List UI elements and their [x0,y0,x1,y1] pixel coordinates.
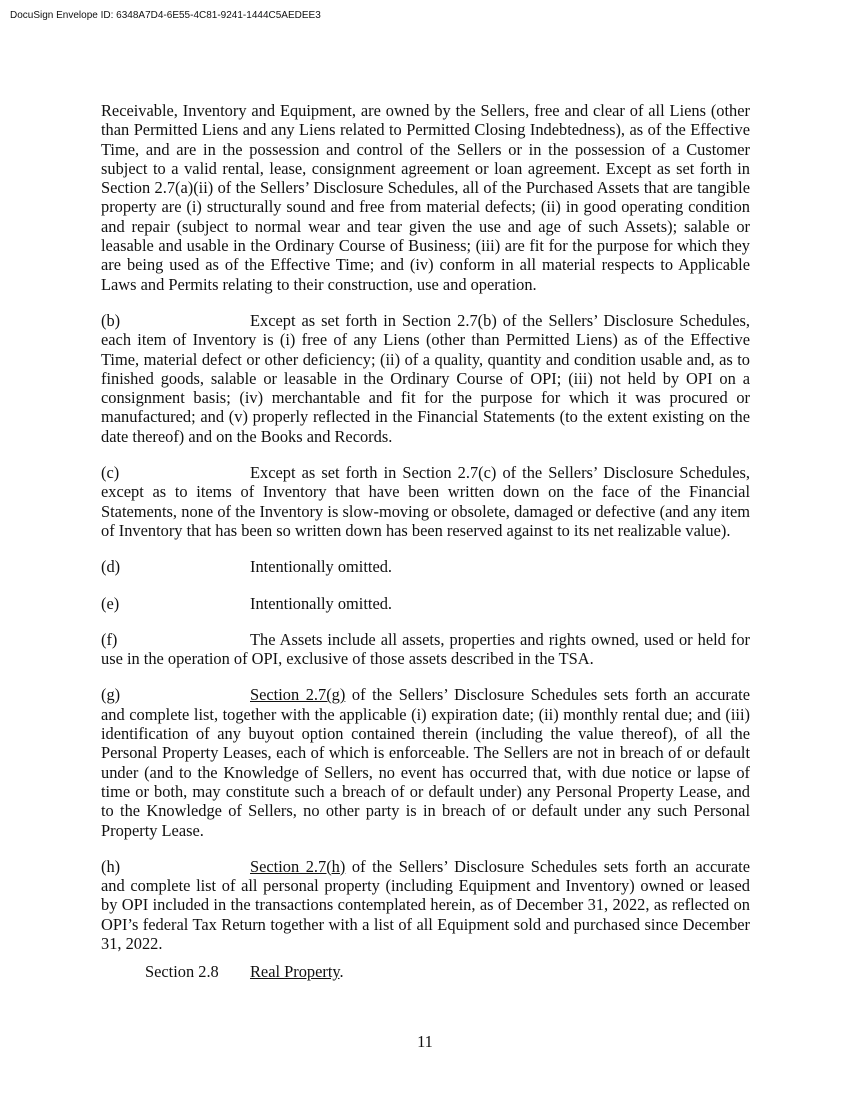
clause-g-section-ref: Section 2.7(g) [250,685,346,705]
page-number: 11 [417,1032,433,1051]
section-title-period: . [339,962,344,981]
envelope-id: DocuSign Envelope ID: 6348A7D4-6E55-4C81-9241-1444C5AEDEE3 [10,10,321,21]
clause-f [101,630,750,669]
clause-d-label: (d) [101,557,121,577]
clause-c-label: (c) [101,463,120,483]
clause-h [101,857,750,953]
clause-b-label: (b) [101,310,121,330]
clause-e-label: (e) [101,593,120,613]
clause-e-text: Intentionally omitted. [250,593,393,613]
clause-e [101,594,750,613]
intro-paragraph: Receivable, Inventory and Equipment, are owned by the Sellers, free and clear of all Liens (other than Permitted Liens and any Liens related to Permitted Closing Indebtedness), as of the Effective Time, and are in the possession and control of the Sellers or in the possession of a Customer subject to a valid rental, lease, consignment agreement or loan agreement. Except as set forth in Section 2.7(a)(ii) of the Sellers’ Disclosure Schedules, all of the Purchased Assets that are tangible property are (i) structurally sound and free from material defects; (ii) in good operating condition and repair (subject to normal wear and tear given the use and age of such Assets); salable or leasable and usable in the Ordinary Course of Business; (iii) are fit for the purpose for which they are being used as of the Effective Time; and (iv) conform in all material respects to Applicable Laws and Permits relating to their construction, use and operation. [101,101,750,294]
clause-b-text: Except as set forth in Section 2.7(b) of the Sellers’ Disclosure Schedules, each item of Inventory is (i) free of any Liens (other than Permitted Liens) as of the Effective Time, material defect or other deficiency; (ii) of a quality, quantity and condition usable and, as to finished goods, salable or leasable in the Ordinary Course of OPI; (iii) not held by OPI on a consignment basis; (iv) merchantable and fit for the purpose for which it was procured or manufactured; and (v) properly reflected in the Financial Statements (to the extent existing on the date thereof) and on the Books and Records. [101,310,750,446]
clause-g [101,685,750,839]
clause-h-text: of the Sellers’ Disclosure Schedules sets forth an accurate and complete list of all personal property (including Equipment and Inventory) owned or leased by OPI included in the transactions contemplated herein, as of December 31, 2022, as reflected on OPI’s federal Tax Return together with a list of all Equipment sold and purchased since December 31, 2022. [101,856,750,953]
clause-h-label: (h) [101,856,121,876]
clause-d-text: Intentionally omitted. [250,557,393,577]
section-heading [145,962,344,981]
section-title: Real Property [250,962,340,981]
clause-c [101,463,750,540]
clause-f-text: The Assets include all assets, properties and rights owned, used or held for use in the operation of OPI, exclusive of those assets described in the TSA. [101,629,750,669]
clause-d [101,557,750,576]
document-body [101,101,750,953]
clause-h-section-ref: Section 2.7(h) [250,856,346,876]
section-number: Section 2.8 [145,962,219,981]
clause-b [101,311,750,446]
clause-g-text: of the Sellers’ Disclosure Schedules sets forth an accurate and complete list, together with the applicable (i) expiration date; (ii) monthly rental due; and (iii) identification of any buyout option contained therein (including the value thereof), of all the Personal Property Leases, each of which is enforceable. The Sellers are not in breach of or default under (and to the Knowledge of Sellers, no event has occurred that, with due notice or lapse of time or both, may constitute such a breach of or default under) any Personal Property Lease, and to the Knowledge of Sellers, no other party is in breach of or default under any such Personal Property Lease. [101,685,750,840]
clause-g-label: (g) [101,685,121,705]
clause-f-label: (f) [101,629,118,649]
clause-c-text: Except as set forth in Section 2.7(c) of the Sellers’ Disclosure Schedules, except as to items of Inventory that have been written down on the face of the Financial Statements, none of the Inventory is slow-moving or obsolete, damaged or defective (and any item of Inventory that has been so written down has been reserved against to its net realizable value). [101,463,750,540]
